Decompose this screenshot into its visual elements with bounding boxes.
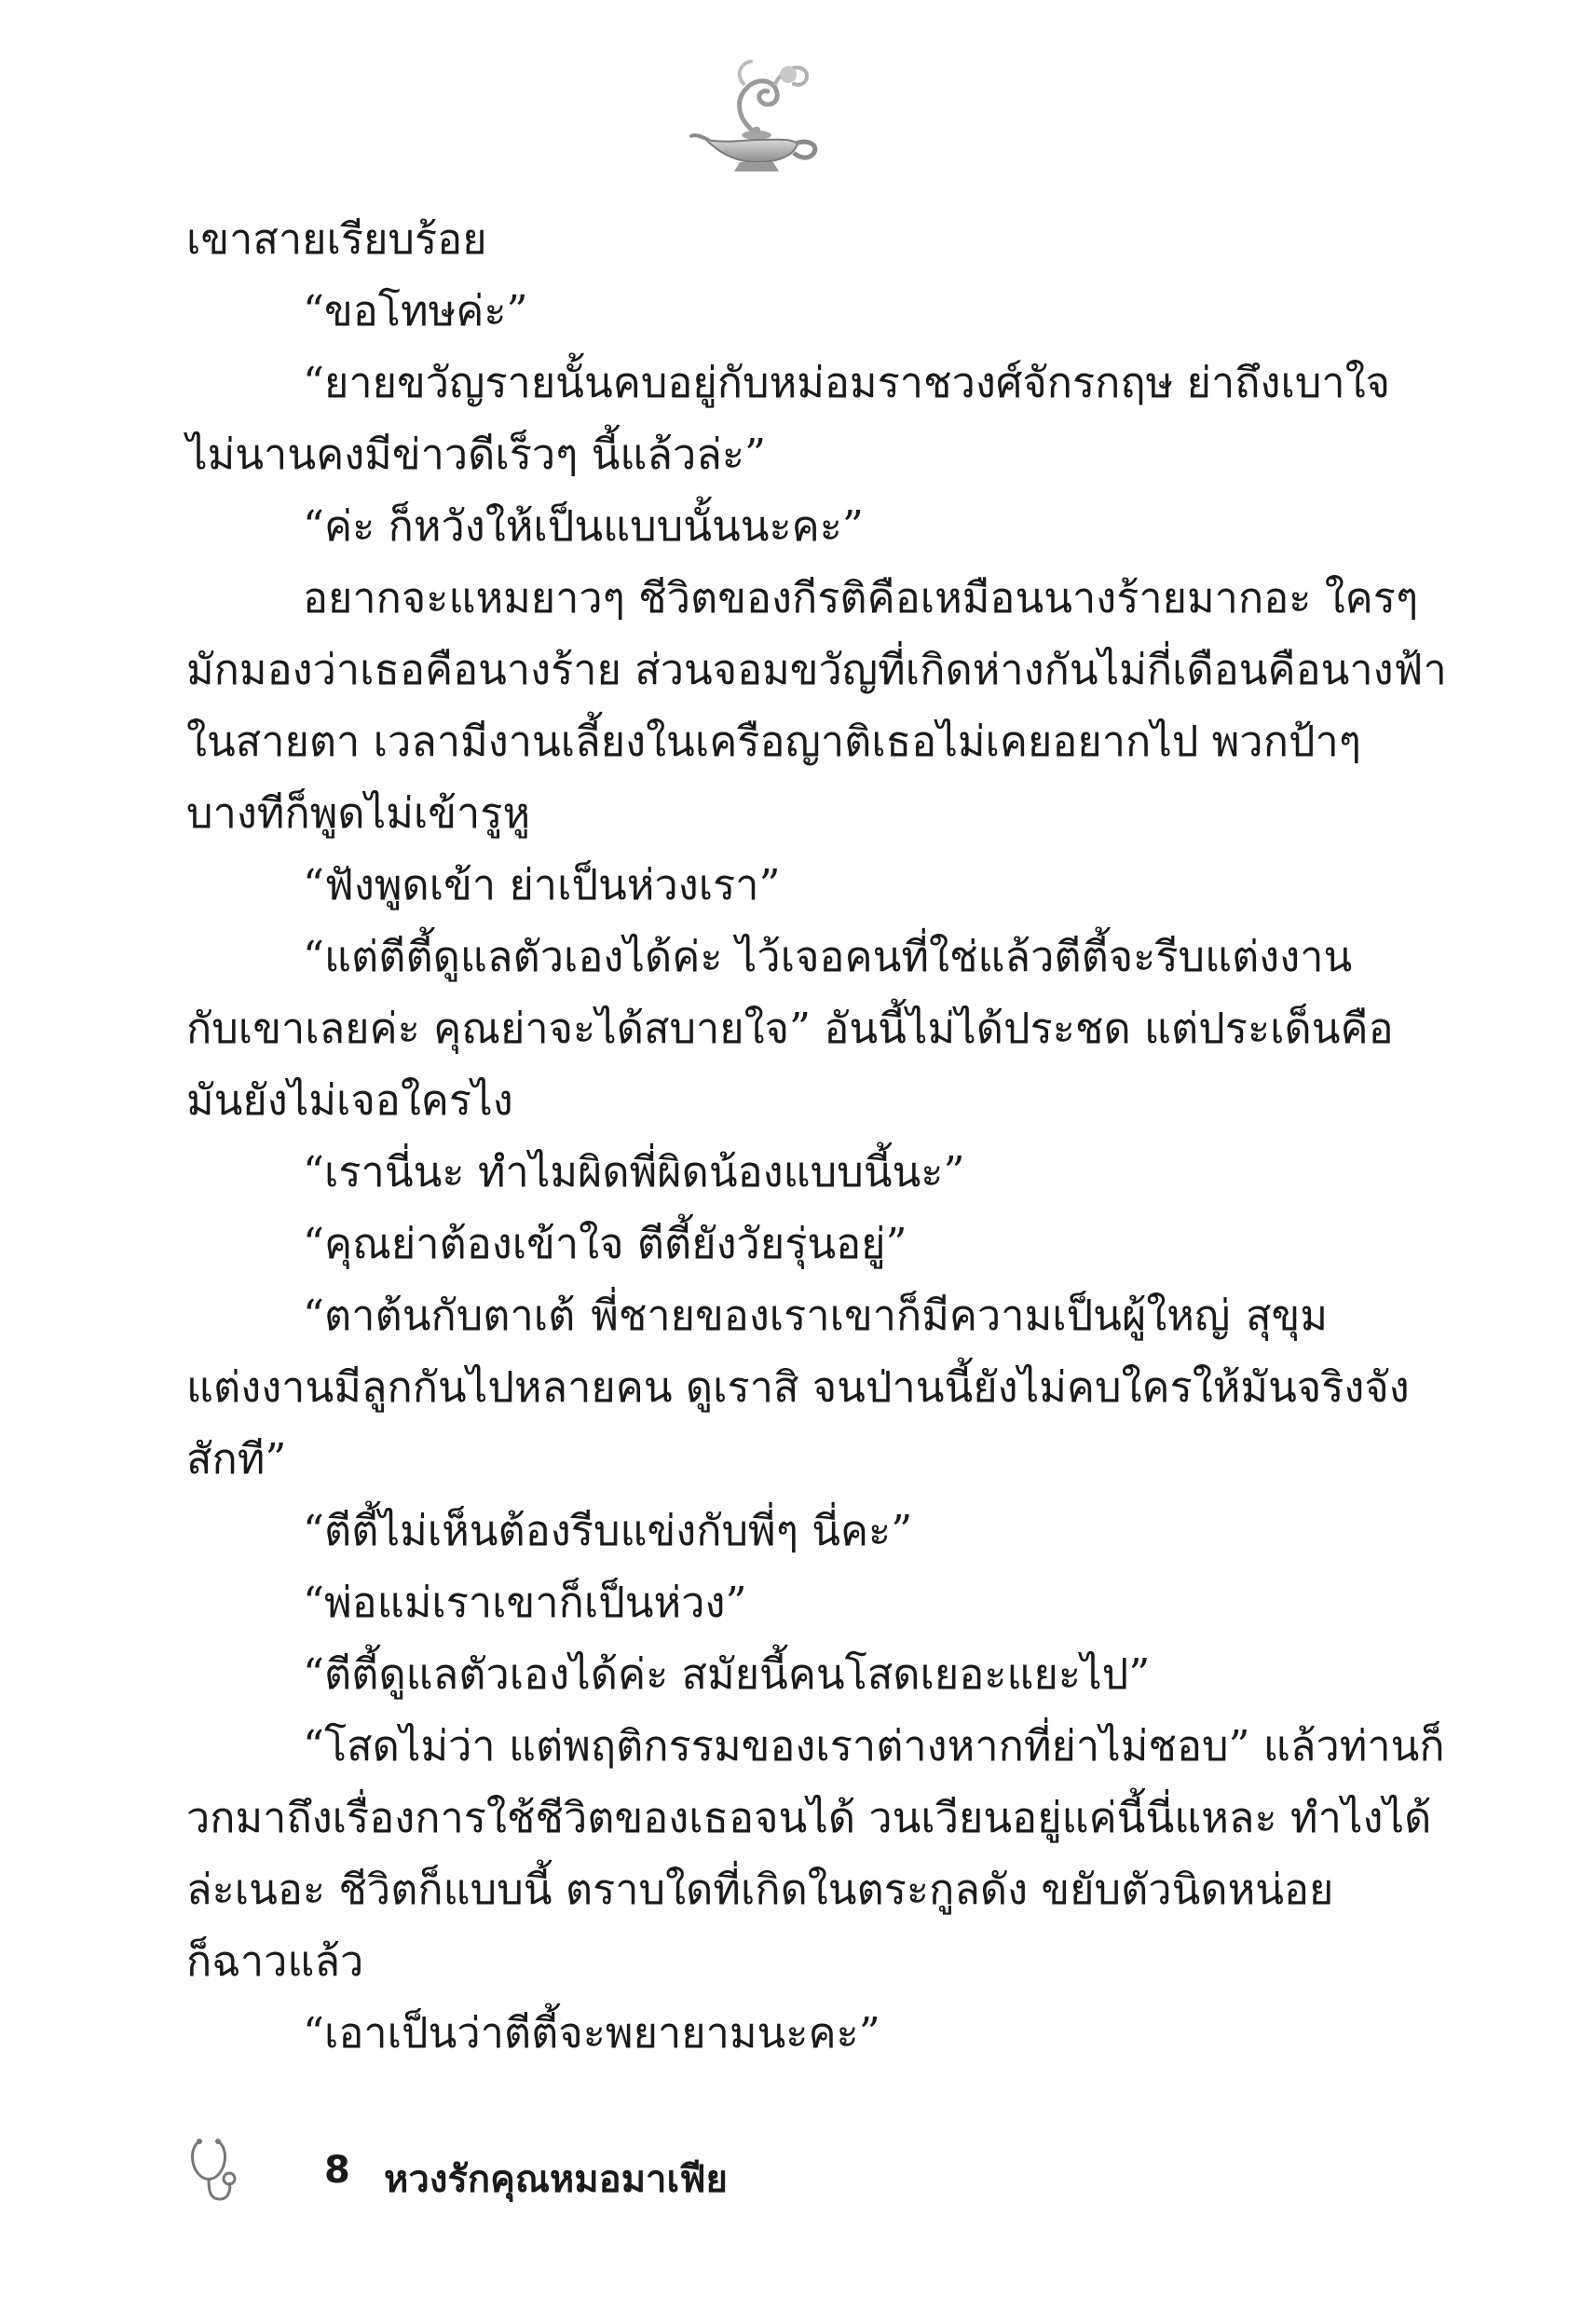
text-line: ในสายตา เวลามีงานเลี้ยงในเครือญาติเธอไม่เคยอยากไป พวกป้าๆ <box>186 717 1361 766</box>
text-line: ไม่นานคงมีข่าวดีเร็วๆ นี้แล้วล่ะ” <box>186 430 767 479</box>
text-line: “ยายขวัญรายนั้นคบอยู่กับหม่อมราชวงศ์จักรกฤษ ย่าถึงเบาใจ <box>303 358 1391 407</box>
text-line: “เอาเป็นว่าตีตี้จะพยายามนะคะ” <box>303 2008 880 2058</box>
body-text <box>186 203 1447 2069</box>
text-line: “ขอโทษค่ะ” <box>303 286 528 335</box>
text-line: “ค่ะ ก็หวังให้เป็นแบบนั้นนะคะ” <box>303 501 864 551</box>
page-footer <box>186 2132 1118 2216</box>
text-line: “ตีตี้ดูแลตัวเองได้ค่ะ สมัยนี้คนโสดเยอะแยะไป” <box>303 1649 1151 1699</box>
text-line: ก็ฉาวแล้ว <box>186 1936 364 1986</box>
text-line: “เรานี่นะ ทำไมผิดพี่ผิดน้องแบบนี้นะ” <box>303 1147 965 1197</box>
text-line: “ตีตี้ไม่เห็นต้องรีบแข่งกับพี่ๆ นี่คะ” <box>303 1506 913 1555</box>
text-line: อยากจะแหมยาวๆ ชีวิตของกีรติคือเหมือนนางร้ายมากอะ ใครๆ <box>303 573 1419 622</box>
text-line: มันยังไม่เจอใครไง <box>186 1075 513 1125</box>
text-line: แต่งงานมีลูกกันไปหลายคน ดูเราสิ จนป่านนี้ยังไม่คบใครให้มันจริงจัง <box>186 1362 1410 1412</box>
text-line: สักที” <box>186 1434 287 1484</box>
text-line: บางทีก็พูดไม่เข้ารูหู <box>186 788 531 838</box>
text-line: “พ่อแม่เราเขาก็เป็นห่วง” <box>303 1578 747 1627</box>
text-line: มักมองว่าเธอคือนางร้าย ส่วนจอมขวัญที่เกิดห่างกันไม่กี่เดือนคือนางฟ้า <box>186 645 1447 694</box>
stethoscope-icon <box>186 2134 242 2208</box>
text-line: “ฟังพูดเข้า ย่าเป็นห่วงเรา” <box>303 860 781 909</box>
text-line: “โสดไม่ว่า แต่พฤติกรรมของเราต่างหากที่ย่าไม่ชอบ” แล้วท่านก็ <box>303 1721 1445 1771</box>
text-line: เขาสายเรียบร้อย <box>186 214 487 264</box>
text-line: “ตาต้นกับตาเต้ พี่ชายของเราเขาก็มีความเป็นผู้ใหญ่ สุขุม <box>303 1291 1328 1340</box>
book-title: หวงรักคุณหมอมาเฟีย <box>384 2158 728 2201</box>
text-line: “แต่ตีตี้ดูแลตัวเองได้ค่ะ ไว้เจอคนที่ใช่แล้วตีตี้จะรีบแต่งงาน <box>303 932 1353 981</box>
page-number: 8 <box>324 2149 350 2192</box>
text-line: วกมาถึงเรื่องการใช้ชีวิตของเธอจนได้ วนเวียนอยู่แค่นี้นี่แหละ ทำไงได้ <box>186 1793 1432 1842</box>
text-line: “คุณย่าต้องเข้าใจ ตีตี้ยังวัยรุ่นอยู่” <box>303 1219 907 1268</box>
text-line: กับเขาเลยค่ะ คุณย่าจะได้สบายใจ” อันนี้ไม่ได้ประชด แต่ประเด็นคือ <box>186 1004 1394 1053</box>
genie-lamp-icon <box>689 47 829 177</box>
text-line: ล่ะเนอะ ชีวิตก็แบบนี้ ตราบใดที่เกิดในตระกูลดัง ขยับตัวนิดหน่อย <box>186 1865 1334 1914</box>
